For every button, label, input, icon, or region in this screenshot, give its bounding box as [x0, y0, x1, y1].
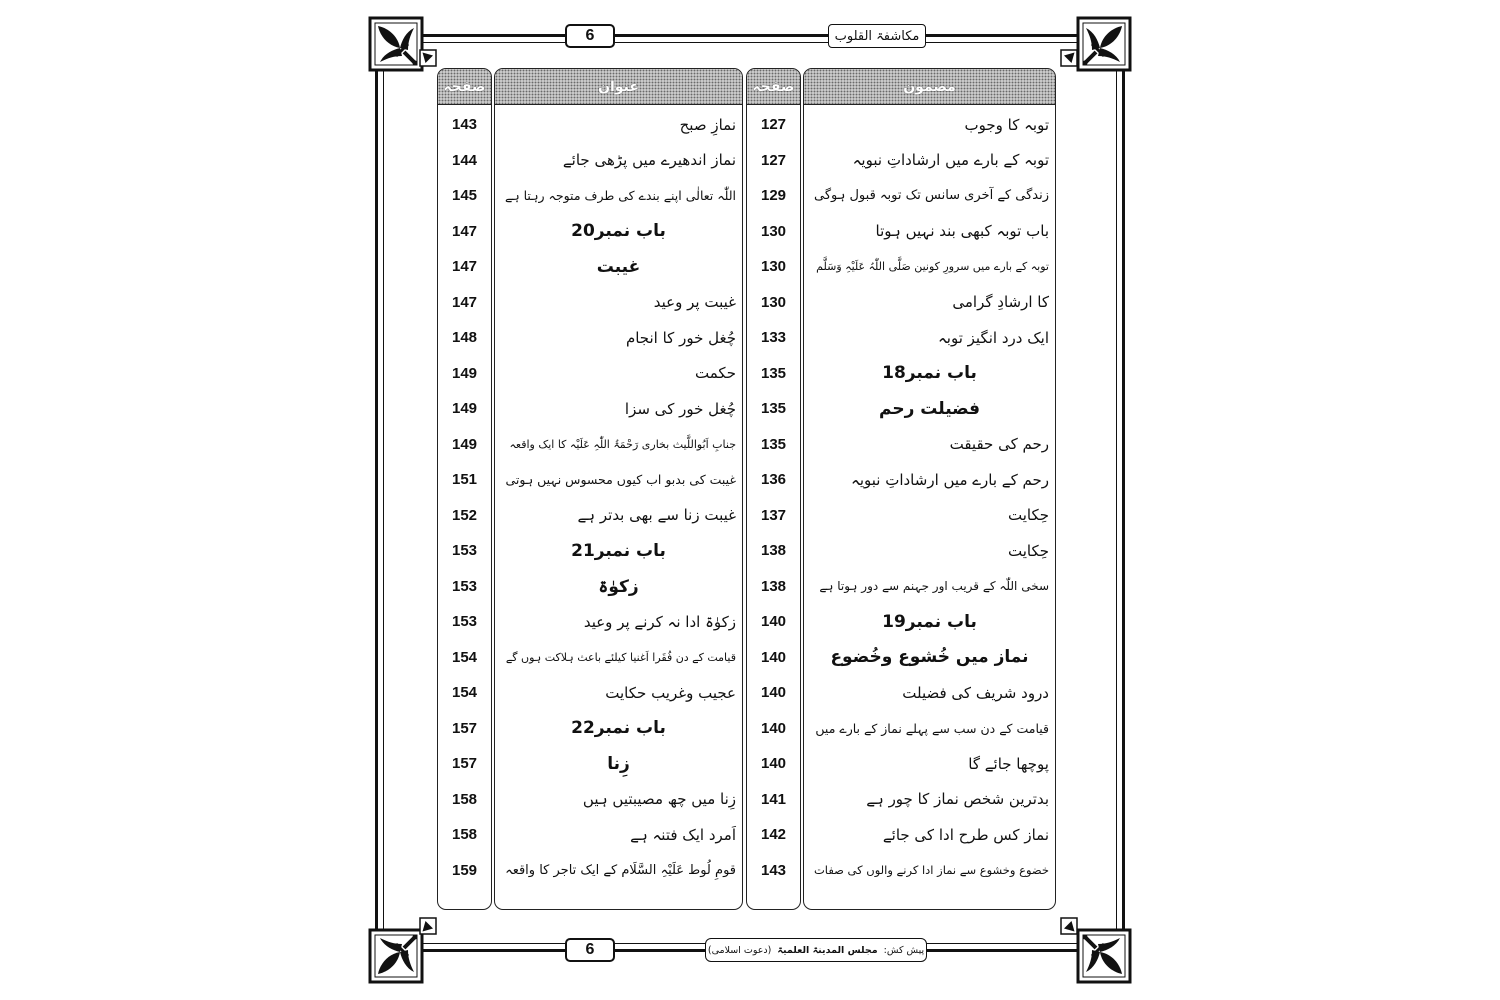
- toc-entry-title: [804, 285, 1055, 321]
- toc-entry-title: [804, 569, 1055, 605]
- toc-entry-text: نمازِ صبح: [679, 115, 736, 134]
- column-header-subject: مضمون: [804, 69, 1055, 105]
- toc-entry-text: پوچھا جائے گا: [968, 754, 1049, 773]
- toc-entry-page-number: 154: [451, 648, 478, 666]
- toc-entry-title: [495, 356, 742, 392]
- corner-arrow-ornament-icon: [1060, 49, 1078, 67]
- toc-entry-page-number: 135: [760, 435, 787, 453]
- toc-entry-text: نماز کس طرح ادا کی جائے: [882, 825, 1049, 844]
- toc-entry-title: [804, 498, 1055, 534]
- toc-entry-text: غیبت پر وعید: [653, 293, 736, 312]
- toc-entry-page-number: 130: [760, 258, 787, 276]
- publisher-org: (دعوت اسلامی): [707, 944, 772, 956]
- book-title-header: [828, 24, 926, 48]
- toc-entry-text: بدترین شخص نماز کا چور ہے: [866, 790, 1049, 809]
- toc-entry-page-number: 148: [451, 329, 478, 347]
- toc-entry-title: [804, 320, 1055, 356]
- toc-entry-text: باب توبہ کبھی بند نہیں ہوتا: [875, 222, 1049, 241]
- toc-entry-page-number: 127: [760, 151, 787, 169]
- toc-entry-text: باب نمبر19: [882, 611, 977, 632]
- toc-entry-title: [495, 143, 742, 179]
- toc-entry-page-number: 135: [760, 364, 787, 382]
- toc-entry-page-number: 143: [451, 116, 478, 134]
- toc-entry-text: باب نمبر22: [571, 718, 666, 739]
- toc-entry-text: زِنا میں چھ مصیبتیں ہیں: [582, 790, 736, 809]
- toc-entry-text: باب نمبر21: [571, 540, 666, 561]
- toc-section-heading: [495, 746, 742, 782]
- toc-entry-page-number: 130: [760, 293, 787, 311]
- toc-entry-title: [804, 817, 1055, 853]
- column-header-page: صفحہ: [438, 69, 491, 105]
- toc-entry-text: چُغل خور کا انجام: [625, 328, 736, 347]
- toc-entry-text: عجیب وغریب حکایت: [605, 683, 736, 702]
- toc-entry-page-number: 158: [451, 790, 478, 808]
- toc-section-heading: [804, 640, 1055, 676]
- toc-entry-text: قومِ لُوط عَلَیْہِ السَّلَام کے ایک تاجر کا واقعہ: [505, 862, 736, 878]
- publisher-name: مجلس المدینۃ العلمیۃ: [777, 944, 878, 956]
- toc-entry-page-number: 145: [451, 187, 478, 205]
- toc-entry-text: باب نمبر20: [571, 221, 666, 242]
- toc-entry-page-number: 129: [760, 187, 787, 205]
- toc-entry-text: غیبت کی بدبو اب کیوں محسوس نہیں ہوتی: [505, 472, 736, 488]
- toc-entry-text: حِکایت: [1007, 506, 1049, 525]
- toc-entry-text: حِکایت: [1007, 541, 1049, 560]
- toc-left-title-list: [495, 105, 742, 888]
- toc-entry-text: غیبت: [596, 256, 641, 277]
- toc-section-heading: [495, 249, 742, 285]
- toc-entry-title: [495, 498, 742, 534]
- toc-entry-text: رحم کی حقیقت: [949, 435, 1049, 454]
- toc-entry-text: خضوع وخشوع سے نماز ادا کرنے والوں کی صفات: [813, 863, 1049, 878]
- toc-section-heading: [804, 356, 1055, 392]
- toc-entry-page-number: 147: [451, 293, 478, 311]
- toc-entry-page-number: 153: [451, 613, 478, 631]
- toc-entry-page-number: 144: [451, 151, 478, 169]
- toc-entry-page-number: 147: [451, 222, 478, 240]
- toc-entry-page-number: 147: [451, 258, 478, 276]
- toc-entry-page-number: 153: [451, 577, 478, 595]
- toc-entry-text: حکمت: [695, 364, 736, 383]
- toc-left-page-column: [437, 68, 492, 910]
- toc-entry-page-number: 149: [451, 364, 478, 382]
- toc-entry-page-number: 140: [760, 684, 787, 702]
- toc-entry-title: [804, 746, 1055, 782]
- toc-entry-title: [804, 853, 1055, 889]
- toc-entry-page-number: 142: [760, 826, 787, 844]
- toc-entry-page-number: 133: [760, 329, 787, 347]
- toc-left-page-list: [438, 105, 491, 888]
- page-number-top: 6: [565, 24, 615, 48]
- toc-entry-text: توبہ کا وجوب: [964, 115, 1049, 134]
- toc-entry-page-number: 138: [760, 577, 787, 595]
- toc-section-heading: [804, 604, 1055, 640]
- toc-entry-page-number: 143: [760, 861, 787, 879]
- toc-entry-page-number: 154: [451, 684, 478, 702]
- toc-entry-title: [495, 782, 742, 818]
- toc-entry-title: [495, 604, 742, 640]
- corner-arrow-ornament-icon: [419, 49, 437, 67]
- book-title-text: مکاشفۃ القلوب: [834, 28, 920, 44]
- toc-entry-text: چُغل خور کی سزا: [624, 399, 736, 418]
- corner-arrow-ornament-icon: [1060, 917, 1078, 935]
- toc-entry-title: [804, 107, 1055, 143]
- toc-entry-text: سخی اللّٰہ کے قریب اور جہنم سے دور ہوتا ہے: [819, 579, 1049, 594]
- publisher-line: [708, 945, 924, 956]
- toc-right-title-list: [804, 105, 1055, 888]
- toc-right-page-column: [746, 68, 801, 910]
- toc-entry-page-number: 151: [451, 471, 478, 489]
- toc-entry-text: درود شریف کی فضیلت: [902, 683, 1049, 702]
- toc-entry-page-number: 136: [760, 471, 787, 489]
- toc-entry-title: [495, 640, 742, 676]
- fleur-corner-ornament-icon: [1072, 12, 1136, 76]
- toc-entry-text: زندگی کے آخری سانس تک توبہ قبول ہوگی: [814, 188, 1049, 204]
- toc-entry-title: [495, 817, 742, 853]
- toc-entry-text: زِنا: [607, 753, 630, 774]
- column-header-page: صفحہ: [747, 69, 800, 105]
- toc-entry-title: [804, 782, 1055, 818]
- toc-entry-title: [495, 675, 742, 711]
- toc-entry-page-number: 149: [451, 400, 478, 418]
- page-number-bottom: 6: [565, 938, 615, 962]
- toc-entry-title: [804, 143, 1055, 179]
- toc-entry-page-number: 130: [760, 222, 787, 240]
- toc-entry-page-number: 157: [451, 719, 478, 737]
- toc-entry-text: زکوٰۃ ادا نہ کرنے پر وعید: [583, 612, 736, 631]
- toc-entry-text: غیبت زنا سے بھی بدتر ہے: [577, 506, 736, 525]
- toc-entry-title: [804, 178, 1055, 214]
- toc-entry-text: ایک درد انگیز توبہ: [938, 328, 1049, 347]
- toc-entry-text: اللّٰہ تعالٰی اپنے بندے کی طرف متوجہ رہتا ہے: [505, 188, 736, 204]
- toc-entry-text: نماز اندھیرے میں پڑھی جائے: [562, 151, 736, 170]
- toc-entry-text: قیامت کے دن فُقَرا اَغنیا کیلئے باعث ہلاکت ہوں گے: [505, 650, 736, 664]
- toc-entry-text: توبہ کے بارے میں ارشاداتِ نبویہ: [852, 151, 1049, 170]
- toc-entry-page-number: 141: [760, 790, 787, 808]
- toc-entry-text: قیامت کے دن سب سے پہلے نماز کے بارے میں: [815, 720, 1049, 736]
- publisher-label: پیش کش:: [883, 944, 925, 956]
- toc-entry-title: [804, 711, 1055, 747]
- corner-arrow-ornament-icon: [419, 917, 437, 935]
- toc-entry-text: باب نمبر18: [882, 363, 977, 384]
- toc-entry-text: فضیلت رحم: [878, 398, 981, 419]
- toc-entry-page-number: 157: [451, 755, 478, 773]
- toc-entry-text: زکوٰۃ: [598, 576, 639, 597]
- toc-entry-title: [495, 285, 742, 321]
- toc-entry-title: [804, 249, 1055, 285]
- toc-entry-text: کا ارشادِ گرامی: [952, 293, 1049, 312]
- toc-entry-page-number: 153: [451, 542, 478, 560]
- toc-entry-page-number: 149: [451, 435, 478, 453]
- column-header-title: عنوان: [495, 69, 742, 105]
- toc-entry-page-number: 152: [451, 506, 478, 524]
- toc-entry-title: [804, 533, 1055, 569]
- toc-right-title-column: [803, 68, 1056, 910]
- toc-entry-title: [804, 675, 1055, 711]
- toc-entry-title: [495, 853, 742, 889]
- toc-section-heading: [495, 711, 742, 747]
- toc-entry-page-number: 127: [760, 116, 787, 134]
- toc-left-title-column: [494, 68, 743, 910]
- toc-entry-title: [495, 320, 742, 356]
- toc-entry-title: [804, 214, 1055, 250]
- toc-entry-text: جنابِ اَبُواللَّیث بخاری رَحْمَۃُ اللّٰہِ عَلَیْہ کا ایک واقعہ: [509, 437, 736, 451]
- toc-entry-page-number: 135: [760, 400, 787, 418]
- publisher-footer: [705, 938, 927, 962]
- toc-entry-text: توبہ کے بارے میں سرورِ کونین صَلَّی اللّٰہُ عَلَیْہِ وَسَلَّم: [816, 260, 1049, 274]
- toc-entry-text: نماز میں خُشوع وخُضوع: [830, 647, 1029, 668]
- toc-entry-title: [495, 107, 742, 143]
- toc-entry-page-number: 140: [760, 719, 787, 737]
- toc-section-heading: [804, 391, 1055, 427]
- toc-section-heading: [495, 533, 742, 569]
- toc-entry-page-number: 140: [760, 648, 787, 666]
- toc-entry-title: [495, 462, 742, 498]
- toc-entry-page-number: 138: [760, 542, 787, 560]
- toc-entry-page-number: 140: [760, 755, 787, 773]
- toc-entry-page-number: 140: [760, 613, 787, 631]
- fleur-corner-ornament-icon: [1072, 924, 1136, 988]
- toc-entry-title: [495, 391, 742, 427]
- toc-entry-text: اَمرد ایک فتنہ ہے: [630, 825, 736, 844]
- toc-section-heading: [495, 214, 742, 250]
- toc-right-page-list: [747, 105, 800, 888]
- toc-entry-title: [804, 427, 1055, 463]
- toc-entry-title: [804, 462, 1055, 498]
- toc-entry-text: رحم کے بارے میں ارشاداتِ نبویہ: [851, 470, 1049, 489]
- toc-entry-page-number: 159: [451, 861, 478, 879]
- toc-entry-title: [495, 427, 742, 463]
- toc-section-heading: [495, 569, 742, 605]
- toc-entry-page-number: 137: [760, 506, 787, 524]
- toc-entry-page-number: 158: [451, 826, 478, 844]
- toc-entry-title: [495, 178, 742, 214]
